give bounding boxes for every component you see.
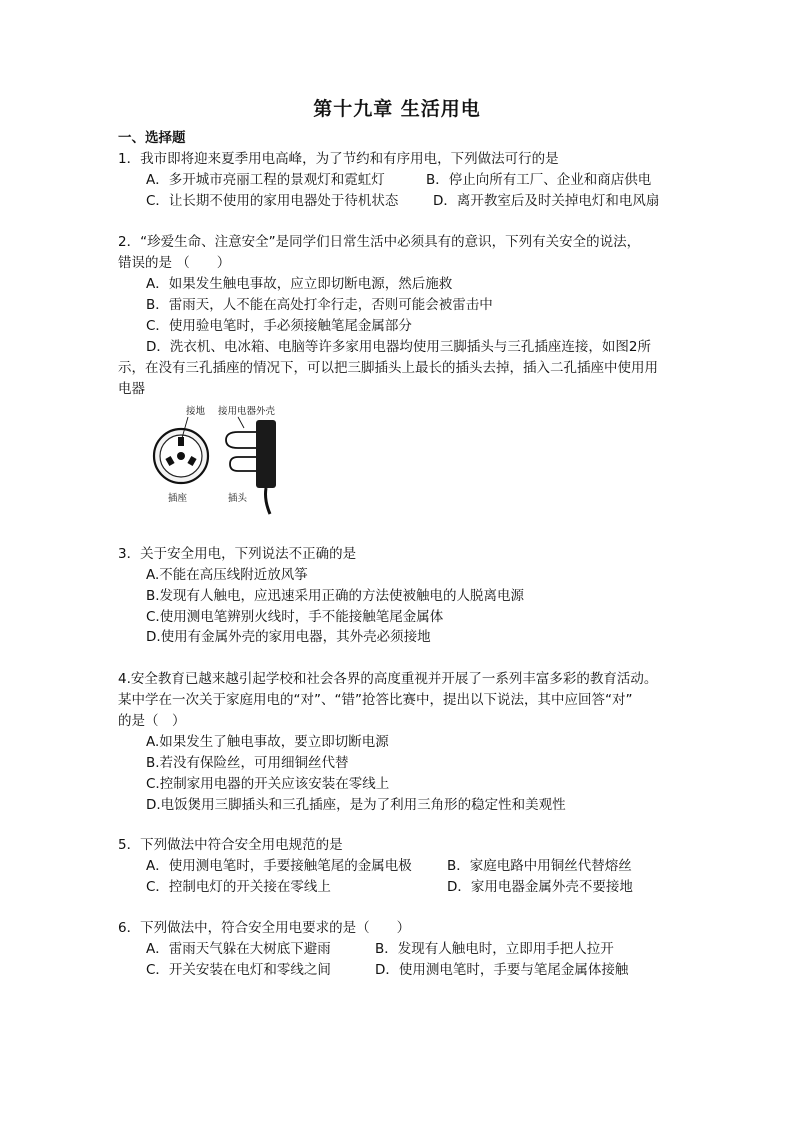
plug-short-pin (230, 457, 258, 471)
section-heading: 一、选择题 (118, 130, 186, 146)
q2-option-b: B．雷雨天，人不能在高处打伞行走，否则可能会被雷击中 (146, 297, 493, 313)
q3-option-b: B.发现有人触电，应迅速采用正确的方法使被触电的人脱离电源 (146, 588, 525, 604)
page-title: 第十九章 生活用电 (313, 98, 481, 120)
socket-center (177, 452, 185, 460)
q1-option-d: D．离开教室后及时关掉电灯和电风扇 (433, 193, 660, 209)
q5-stem: 5．下列做法中符合安全用电规范的是 (118, 837, 343, 853)
q4-option-c: C.控制家用电器的开关应该安装在零线上 (146, 776, 390, 792)
q2-option-c: C．使用验电笔时，手必须接触笔尾金属部分 (146, 318, 412, 334)
socket-plug-figure (146, 402, 291, 517)
q4-option-d: D.电饭煲用三脚插头和三孔插座，是为了利用三角形的稳定性和美观性 (146, 797, 566, 813)
q4-option-a: A.如果发生了触电事故，要立即切断电源 (146, 734, 389, 750)
q3-option-c: C.使用测电笔辨别火线时，手不能接触笔尾金属体 (146, 609, 444, 625)
label-socket: 插座 (168, 493, 188, 504)
q3-option-d: D.使用有金属外壳的家用电器，其外壳必须接地 (146, 629, 431, 645)
q5-option-c: C．控制电灯的开关接在零线上 (146, 879, 331, 895)
q1-option-b: B．停止向所有工厂、企业和商店供电 (426, 172, 652, 188)
q5-option-d: D．家用电器金属外壳不要接地 (447, 879, 633, 895)
label-plug: 插头 (228, 493, 248, 504)
q4-stem-line2: 某中学在一次关于家庭用电的“对”、“错”抢答比赛中，提出以下说法，其中应回答“对” (118, 692, 633, 708)
plug-long-pin (226, 432, 258, 448)
q5-option-a: A．使用测电笔时，手要接触笔尾的金属电极 (146, 858, 412, 874)
q4-stem-line3: 的是（ ） (118, 713, 186, 729)
q2-option-d-line3: 电器 (118, 381, 145, 397)
q6-option-d: D．使用测电笔时，手要与笔尾金属体接触 (375, 962, 629, 978)
q2-option-d-line2: 示，在没有三孔插座的情况下，可以把三脚插头上最长的插头去掉，插入二孔插座中使用用 (118, 360, 658, 376)
q1-option-c: C．让长期不使用的家用电器处于待机状态 (146, 193, 399, 209)
q6-option-c: C．开关安装在电灯和零线之间 (146, 962, 331, 978)
plug-body (256, 420, 276, 488)
q2-stem-line2: 错误的是 （ ） (118, 255, 231, 271)
q1-option-a: A．多开城市亮丽工程的景观灯和霓虹灯 (146, 172, 385, 188)
shell-leader (238, 417, 244, 428)
q2-option-a: A．如果发生触电事故，应立即切断电源，然后施救 (146, 276, 453, 292)
q6-option-b: B．发现有人触电时，立即用手把人拉开 (375, 941, 614, 957)
q4-stem-line1: 4.安全教育已越来越引起学校和社会各界的高度重视并开展了一系列丰富多彩的教育活动。 (118, 671, 658, 687)
q3-option-a: A.不能在高压线附近放风筝 (146, 567, 308, 583)
label-ground: 接地 (186, 406, 206, 417)
label-appliance-shell: 接用电器外壳 (218, 406, 276, 417)
q2-option-d-line1: D．洗衣机、电冰箱、电脑等许多家用电器均使用三脚插头与三孔插座连接，如图2所 (146, 339, 651, 355)
socket-ground-hole (178, 437, 184, 446)
q5-option-b: B．家庭电路中用铜丝代替熔丝 (447, 858, 632, 874)
q1-stem: 1．我市即将迎来夏季用电高峰，为了节约和有序用电，下列做法可行的是 (118, 151, 559, 167)
q2-stem-line1: 2．“珍爱生命、注意安全”是同学们日常生活中必须具有的意识，下列有关安全的说法， (118, 234, 641, 250)
q6-option-a: A．雷雨天气躲在大树底下避雨 (146, 941, 331, 957)
q6-stem: 6．下列做法中，符合安全用电要求的是（ ） (118, 920, 411, 936)
q3-stem: 3．关于安全用电，下列说法不正确的是 (118, 546, 357, 562)
q4-option-b: B.若没有保险丝，可用细铜丝代替 (146, 755, 349, 771)
plug-cord (266, 488, 271, 514)
